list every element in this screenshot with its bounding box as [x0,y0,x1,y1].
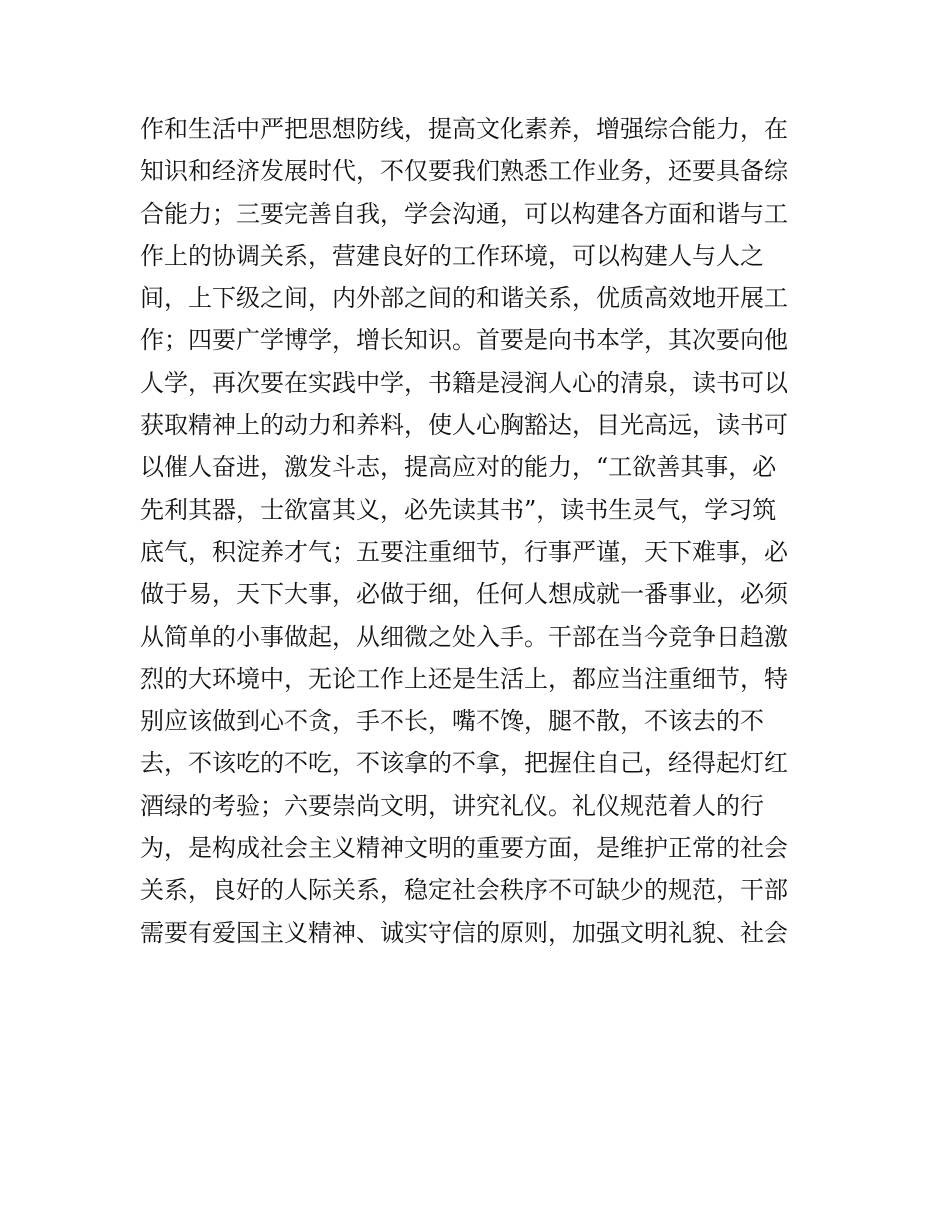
text-line: 作和生活中严把思想防线，提高文化素养，增强综合能力，在 [140,115,788,143]
text-line: 酒绿的考验；六要崇尚文明，讲究礼仪。礼仪规范着人的行 [140,791,764,820]
text-line: 合能力；三要完善自我，学会沟通，可以构建各方面和谐与工 [140,199,788,228]
text-line: 做于易，天下大事，必做于细，任何人想成就一番事业，必须 [140,580,788,609]
text-line: 关系，良好的人际关系，稳定社会秩序不可缺少的规范，干部 [140,876,788,905]
text-line: 从简单的小事做起，从细微之处入手。干部在当今竞争日趋激 [140,622,788,651]
body-text [140,108,820,954]
text-line: 知识和经济发展时代，不仅要我们熟悉工作业务，还要具备综 [140,157,788,186]
text-line: 人学，再次要在实践中学，书籍是浸润人心的清泉，读书可以 [140,368,788,397]
text-line: 获取精神上的动力和养料，使人心胸豁达，目光高远，读书可 [140,411,788,440]
text-line: 先利其器，士欲富其义，必先读其书”，读书生灵气，学习筑 [140,495,777,524]
text-line: 以催人奋进，激发斗志，提高应对的能力，“工欲善其事，必 [140,453,777,482]
text-line: 烈的大环境中，无论工作上还是生活上，都应当注重细节，特 [140,664,788,693]
text-line: 间，上下级之间，内外部之间的和谐关系，优质高效地开展工 [140,284,788,313]
text-line: 作上的协调关系，营建良好的工作环境，可以构建人与人之 [140,241,764,270]
text-line: 为，是构成社会主义精神文明的重要方面，是维护正常的社会 [140,834,788,863]
text-line: 去，不该吃的不吃，不该拿的不拿，把握住自己，经得起灯红 [140,749,788,778]
text-line: 作；四要广学博学，增长知识。首要是向书本学，其次要向他 [140,326,788,355]
text-line: 别应该做到心不贪，手不长，嘴不馋，腿不散，不该去的不 [140,707,764,736]
text-line: 底气，积淀养才气；五要注重细节，行事严谨，天下难事，必 [140,537,788,566]
text-line: 需要有爱国主义精神、诚实守信的原则，加强文明礼貌、社会 [140,918,788,947]
